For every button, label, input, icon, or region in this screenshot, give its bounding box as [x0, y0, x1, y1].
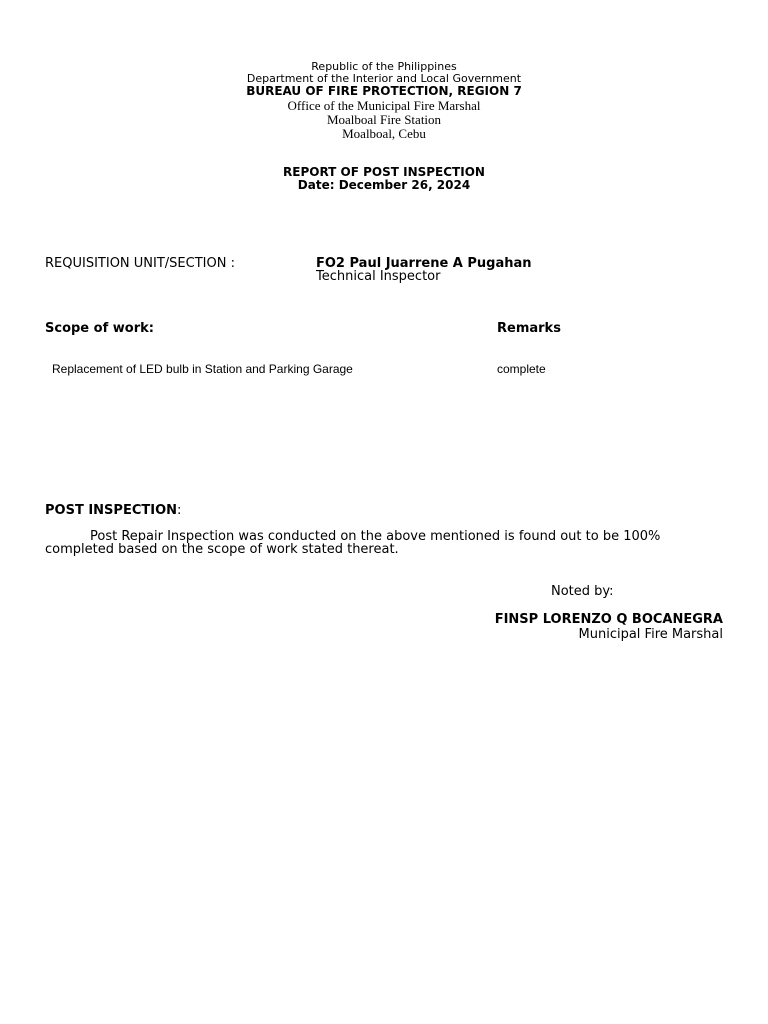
- signatory-title: Municipal Fire Marshal: [578, 627, 723, 642]
- report-date: Date: December 26, 2024: [297, 178, 471, 192]
- post-inspection-body: Post Repair Inspection was conducted on the above mentioned is found out to be 100% completed based on the scope of work stated thereat.: [45, 529, 661, 557]
- station-line: Moalboal Fire Station: [326, 112, 442, 127]
- remarks-header: Remarks: [497, 321, 561, 336]
- office-line: Office of the Municipal Fire Marshal: [287, 98, 481, 113]
- requisition-name: FO2 Paul Juarrene A Pugahan: [316, 256, 532, 271]
- post-inspection-paragraph: [45, 530, 725, 556]
- post-inspection-heading-text: POST INSPECTION: [45, 503, 177, 518]
- location-line: Moalboal, Cebu: [342, 126, 426, 141]
- report-title: REPORT OF POST INSPECTION: [283, 165, 485, 179]
- republic-line: Republic of the Philippines: [311, 60, 457, 73]
- post-inspection-colon: :: [177, 503, 182, 518]
- bureau-line: BUREAU OF FIRE PROTECTION, REGION 7: [246, 84, 522, 98]
- signatory-name: FINSP LORENZO Q BOCANEGRA: [494, 612, 723, 627]
- scope-row-item: Replacement of LED bulb in Station and Parking Garage: [52, 362, 353, 376]
- requisition-label: REQUISITION UNIT/SECTION :: [45, 256, 235, 271]
- post-inspection-heading: [45, 504, 181, 518]
- scope-row-remarks: complete: [497, 362, 546, 376]
- noted-by: Noted by:: [551, 584, 614, 599]
- scope-header: Scope of work:: [45, 321, 154, 336]
- department-line: Department of the Interior and Local Government: [246, 72, 522, 85]
- requisition-position: Technical Inspector: [316, 269, 441, 284]
